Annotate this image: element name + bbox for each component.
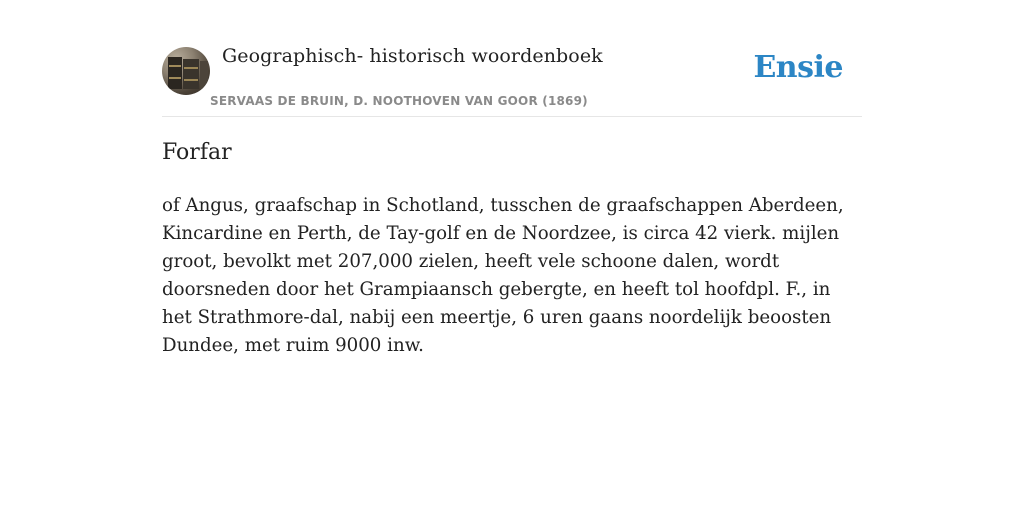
entry-card <box>162 0 862 356</box>
book-authors: SERVAAS DE BRUIN, D. NOOTHOVEN VAN GOOR (1869) <box>210 94 588 108</box>
book-cover-icon[interactable] <box>162 47 210 95</box>
book-header <box>162 0 862 117</box>
entry-definition: of Angus, graafschap in Schotland, tusschen de graafschappen Aberdeen, Kincardine en Perth, de Tay-golf en de Noordzee, is circa 42 vierk. mijlen groot, bevolkt met 207,000 zielen, heeft vele schoone dalen, wordt doorsneden door het Grampiaansch gebergte, en heeft tol hoofdpl. F., in het Strathmore-dal, nabij een meertje, 6 uren gaans noordelijk beoosten Dundee, met ruim 9000 inw. <box>162 195 844 356</box>
ensie-logo-link[interactable]: Ensie <box>753 50 843 85</box>
book-title-link[interactable]: Geographisch- historisch woordenboek <box>222 45 603 67</box>
entry-title: Forfar <box>162 140 232 165</box>
